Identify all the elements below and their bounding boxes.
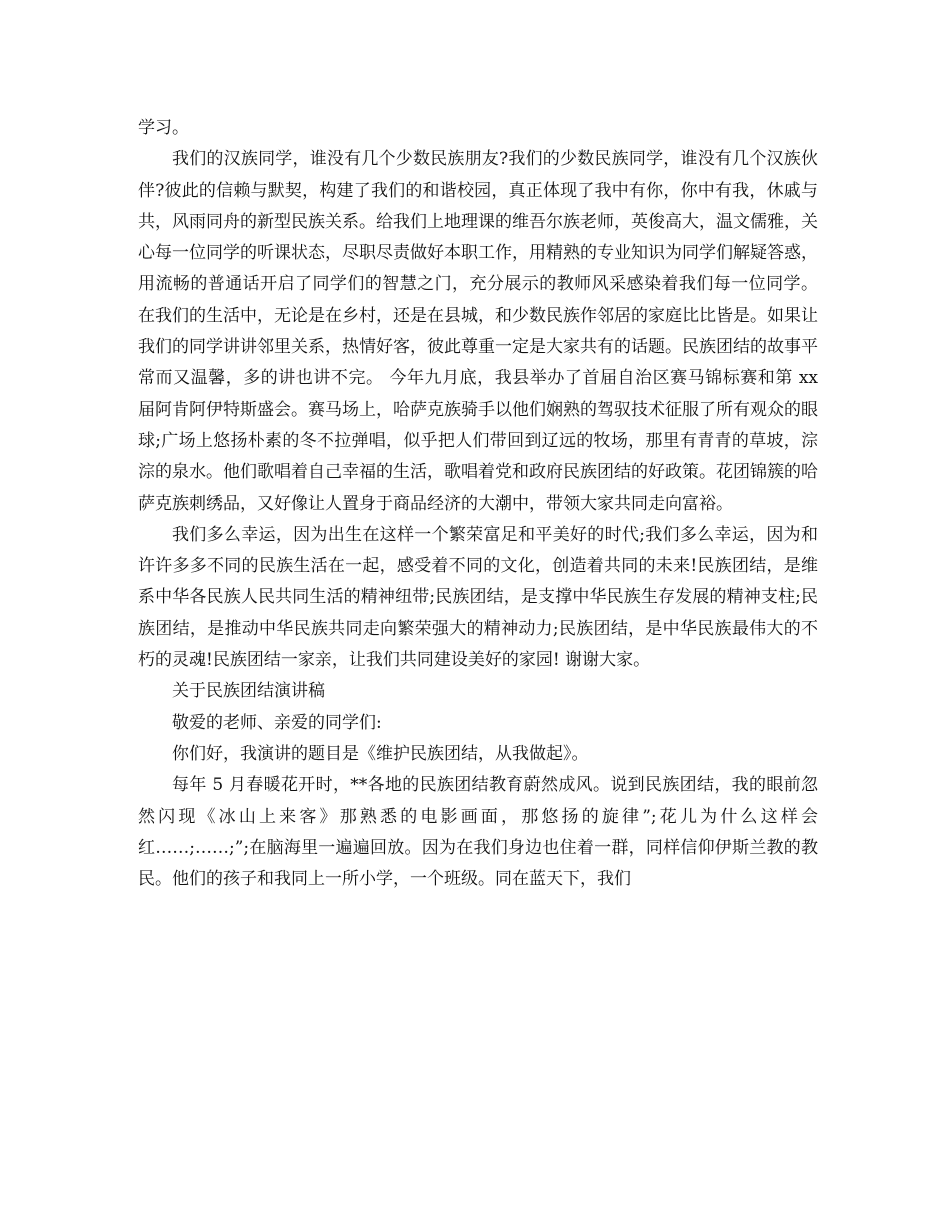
paragraph-ethnic-friendship: 我们的汉族同学，谁没有几个少数民族朋友?我们的少数民族同学，谁没有几个汉族伙伴?彼此的信赖与默契，构建了我们的和谐校园，真正体现了我中有你，你中有我，休戚与共，风雨同舟的新型民族关系。给我们上地理课的维吾尔族老师，英俊高大，温文儒雅，关心每一位同学的听课状态，尽职尽责做好本职工作，用精熟的专业知识为同学们解疑答惑，用流畅的普通话开启了同学们的智慧之门，充分展示的教师风采感染着我们每一位同学。 在我们的生活中，无论是在乡村，还是在县城，和少数民族作邻居的家庭比比皆是。如果让我们的同学讲讲邻里关系，热情好客，彼此尊重一定是大家共有的话题。民族团结的故事平常而又温馨，多的讲也讲不完。 今年九月底，我县举办了首届自治区赛马锦标赛和第 xx 届阿肯阿伊特斯盛会。赛马场上，哈萨克族骑手以他们娴熟的驾驭技术征服了所有观众的眼球;广场上悠扬朴素的冬不拉弹唱，似乎把人们带回到辽远的牧场，那里有青青的草坡，淙淙的泉水。他们歌唱着自己幸福的生活，歌唱着党和政府民族团结的好政策。花团锦簇的哈萨克族刺绣品，又好像让人置身于商品经济的大潮中，带领大家共同走向富裕。 bbox=[138, 149, 818, 514]
speech-title: 关于民族团结演讲稿 bbox=[172, 681, 325, 702]
salutation: 敬爱的老师、亲爱的同学们: bbox=[172, 712, 382, 733]
document-page bbox=[138, 113, 818, 895]
speech-topic: 你们好，我演讲的题目是《维护民族团结，从我做起》。 bbox=[172, 743, 589, 764]
paragraph-fortunate-era: 我们多么幸运，因为出生在这样一个繁荣富足和平美好的时代;我们多么幸运，因为和许许多多不同的民族生活在一起，感受着不同的文化，创造着共同的未来!民族团结，是维系中华各民族人民共同生活的精神纽带;民族团结，是支撑中华民族生存发展的精神支柱;民族团结，是推动中华民族共同走向繁荣强大的精神动力;民族团结，是中华民族最伟大的不朽的灵魂!民族团结一家亲，让我们共同建设美好的家园! 谢谢大家。 bbox=[138, 524, 818, 671]
paragraph-may-education: 每年 5 月春暖花开时，**各地的民族团结教育蔚然成风。说到民族团结，我的眼前忽然闪现《冰山上来客》那熟悉的电影画面，那悠扬的旋律”;花儿为什么这样会红……;……;”;在脑海里一遍遍回放。因为在我们身边也住着一群，同样信仰伊斯兰教的教民。他们的孩子和我同上一所小学，一个班级。同在蓝天下，我们 bbox=[138, 775, 818, 890]
paragraph-continuation: 学习。 bbox=[138, 118, 189, 138]
